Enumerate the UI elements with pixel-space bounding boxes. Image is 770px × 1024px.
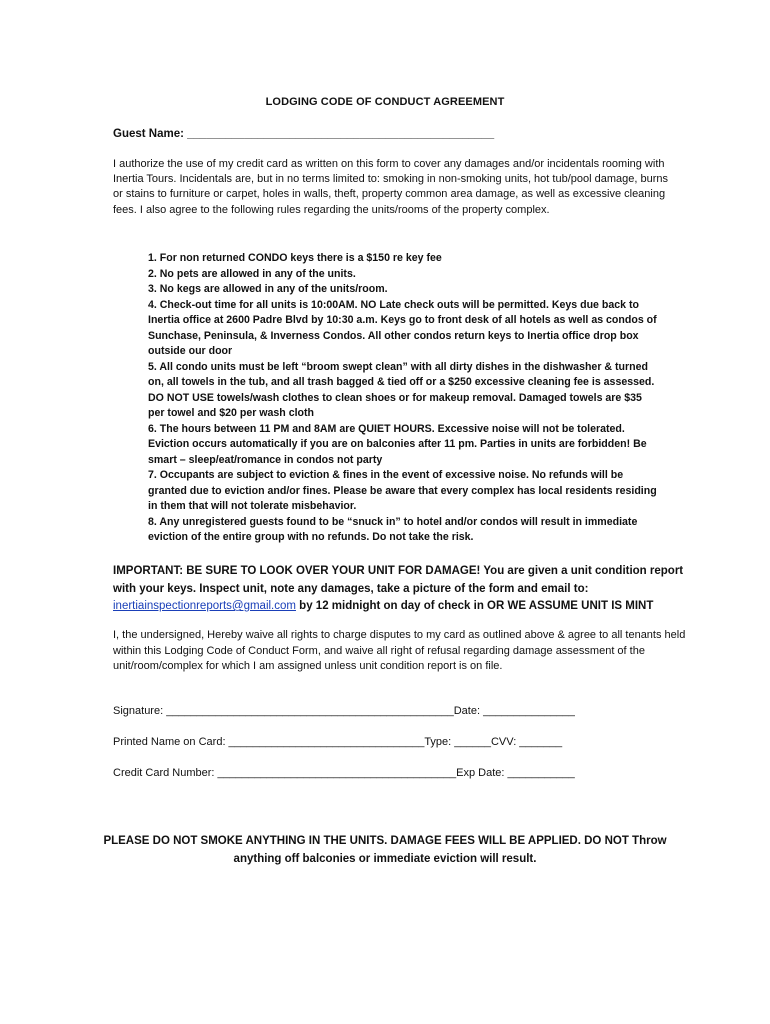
- rules-list: [148, 251, 658, 546]
- email-link[interactable]: inertiainspectionreports@gmail.com: [113, 600, 296, 612]
- footer-warning: PLEASE DO NOT SMOKE ANYTHING IN THE UNITS. DAMAGE FEES WILL BE APPLIED. DO NOT Throw anything off balconies or immediate eviction will result.: [103, 835, 667, 865]
- waiver-paragraph: I, the undersigned, Hereby waive all rights to charge disputes to my card as outlined above & agree to all tenants held within this Lodging Code of Conduct Form, and waive all right of refusal regarding damage assessment of the unit/room/complex for which I am assigned unless unit condition report is on file.: [113, 629, 686, 672]
- rule-item: 5. All condo units must be left “broom swept clean” with all dirty dishes in the dishwasher & turned on, all towels in the tub, and all trash bagged & tied off or a $250 excessive cleaning fee is assessed. DO NOT USE towels/wash clothes to clean shoes or for makeup removal. Damaged towels are $35 per towel and $20 per wash cloth: [148, 360, 655, 419]
- document-title: LODGING CODE OF CONDUCT AGREEMENT: [265, 96, 505, 108]
- rule-item: 1. For non returned CONDO keys there is a $150 re key fee: [148, 252, 442, 264]
- rule-item: 4. Check-out time for all units is 10:00AM. NO Late check outs will be permitted. Keys due back to Inertia office at 2600 Padre Blvd by 10:30 a.m. Keys go to front desk of all hotels as well as condos of Sunchase, Peninsula, & Inverness Condos. All other condos return keys to Inertia office drop box outside our door: [148, 298, 657, 357]
- intro-paragraph: I authorize the use of my credit card as written on this form to cover any damages and/or incidentals rooming with Inertia Tours. Incidentals are, but in no terms limited to: smoking in non-smoking units, hot tub/pool damage, burns or stains to furniture or carpet, holes in walls, theft, property common area damage, as well as excessive cleaning fees. I also agree to the following rules regarding the units/rooms of the property complex.: [113, 158, 668, 216]
- important-tail: by 12 midnight on day of check in OR WE ASSUME UNIT IS MINT: [295, 600, 654, 612]
- signature-field[interactable]: Signature: _______________________________________________Date: _______________: [113, 705, 575, 717]
- guest-name-field[interactable]: Guest Name: ________________________________________________: [113, 128, 495, 140]
- printed-name-field[interactable]: Printed Name on Card: ________________________________Type: ______CVV: _______: [113, 736, 563, 748]
- rule-item: 7. Occupants are subject to eviction & fines in the event of excessive noise. No refunds will be granted due to eviction and/or fines. Please be aware that every complex has local residents residing in them that will not tolerate misbehavior.: [148, 469, 657, 512]
- important-notice: [113, 563, 703, 616]
- rule-item: 6. The hours between 11 PM and 8AM are QUIET HOURS. Excessive noise will not be tolerated. Eviction occurs automatically if you are on balconies after 11 pm. Parties in units are forbidden! Be smart – sleep/eat/romance in condos not party: [148, 422, 647, 466]
- card-number-field[interactable]: Credit Card Number: _______________________________________Exp Date: ___________: [113, 767, 575, 779]
- rule-item: 2. No pets are allowed in any of the units.: [148, 267, 356, 280]
- important-lead: IMPORTANT: BE SURE TO LOOK OVER YOUR UNIT FOR DAMAGE! You are given a unit condition report with your keys. Inspect unit, note any damages, take a picture of the form and email to:: [113, 565, 684, 595]
- rule-item: 8. Any unregistered guests found to be “snuck in” to hotel and/or condos will result in immediate eviction of the entire group with no refunds. Do not take the risk.: [148, 515, 638, 543]
- rule-item: 3. No kegs are allowed in any of the units/room.: [148, 283, 388, 295]
